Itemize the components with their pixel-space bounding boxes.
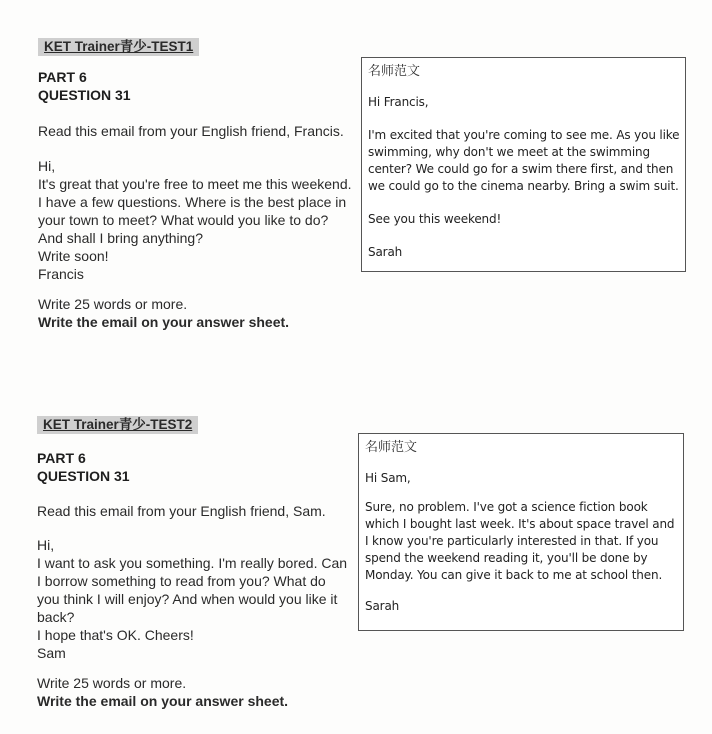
test1-model-body-line: center? We could go for a swim there first, and then [368, 162, 674, 176]
test2-task-words: Write 25 words or more. [37, 675, 187, 691]
test1-model-body-line: swimming, why don't we meet at the swimming [368, 145, 650, 159]
test2-email-line: Hi, [37, 537, 55, 553]
test1-model-body-line: we could go to the cinema nearby. Bring a swim suit. [368, 179, 679, 193]
test2-task-instruction: Write the email on your answer sheet. [37, 693, 289, 709]
test2-email-line: you think I will enjoy? And when would you like it [37, 591, 338, 607]
test2-model-body-line: spend the weekend reading it, you'll be done by [365, 551, 648, 565]
test1-email [38, 157, 352, 283]
test1-instruction: Read this email from your English friend, Francis. [38, 123, 344, 139]
test1-email-line: Francis [38, 266, 84, 282]
test1-tag: KET Trainer青少-TEST1 [38, 38, 199, 56]
test2-email-line: I want to ask you something. I'm really bored. Can [37, 555, 348, 571]
test1-model-answer-box [361, 57, 686, 272]
test2-model-body-line: which I bought last week. It's about space travel and [365, 517, 675, 531]
test2-email-line: back? [37, 609, 75, 625]
test2-question: QUESTION 31 [37, 468, 130, 484]
test1-email-line: And shall I bring anything? [38, 230, 203, 246]
test2-part-heading [37, 449, 130, 485]
test2-model-body [365, 499, 677, 584]
test2-part: PART 6 [37, 450, 86, 466]
test2-tag: KET Trainer青少-TEST2 [37, 416, 198, 434]
test2-model-greeting: Hi Sam, [365, 471, 411, 485]
test1-part-heading [38, 68, 131, 104]
test1-email-line: I have a few questions. Where is the best place in [38, 194, 347, 210]
test2-email-line: I borrow something to read from you? What do [37, 573, 326, 589]
test1-task [38, 295, 289, 331]
test2-instruction: Read this email from your English friend, Sam. [37, 503, 326, 519]
test1-model-body-line: I'm excited that you're coming to see me. As you like [368, 128, 680, 142]
test1-model-signature: Sarah [368, 245, 403, 259]
test1-model-greeting: Hi Francis, [368, 95, 429, 109]
test2-model-signature: Sarah [365, 599, 400, 613]
test1-email-line: Hi, [38, 158, 56, 174]
test2-email-line: I hope that's OK. Cheers! [37, 627, 194, 643]
test2-task [37, 674, 288, 710]
test1-task-instruction: Write the email on your answer sheet. [38, 314, 290, 330]
test1-question: QUESTION 31 [38, 87, 131, 103]
test2-model-answer-box [358, 433, 684, 631]
test2-email [37, 536, 347, 662]
test1-model-header: 名师范文 [368, 64, 421, 79]
test1-email-line: Write soon! [38, 248, 109, 264]
test1-email-line: your town to meet? What would you like to do? [38, 212, 329, 228]
test1-model-closing: See you this weekend! [368, 212, 502, 226]
test2-model-body-line: Monday. You can give it back to me at school then. [365, 568, 663, 582]
test1-part: PART 6 [38, 69, 87, 85]
test2-email-line: Sam [37, 645, 66, 661]
test1-model-body [368, 127, 679, 195]
test1-email-line: It's great that you're free to meet me this weekend. [38, 176, 352, 192]
test1-task-words: Write 25 words or more. [38, 296, 188, 312]
test2-model-header: 名师范文 [365, 440, 418, 455]
test2-model-body-line: Sure, no problem. I've got a science fiction book [365, 500, 648, 514]
test2-model-body-line: I know you're particularly interested in that. If you [365, 534, 659, 548]
